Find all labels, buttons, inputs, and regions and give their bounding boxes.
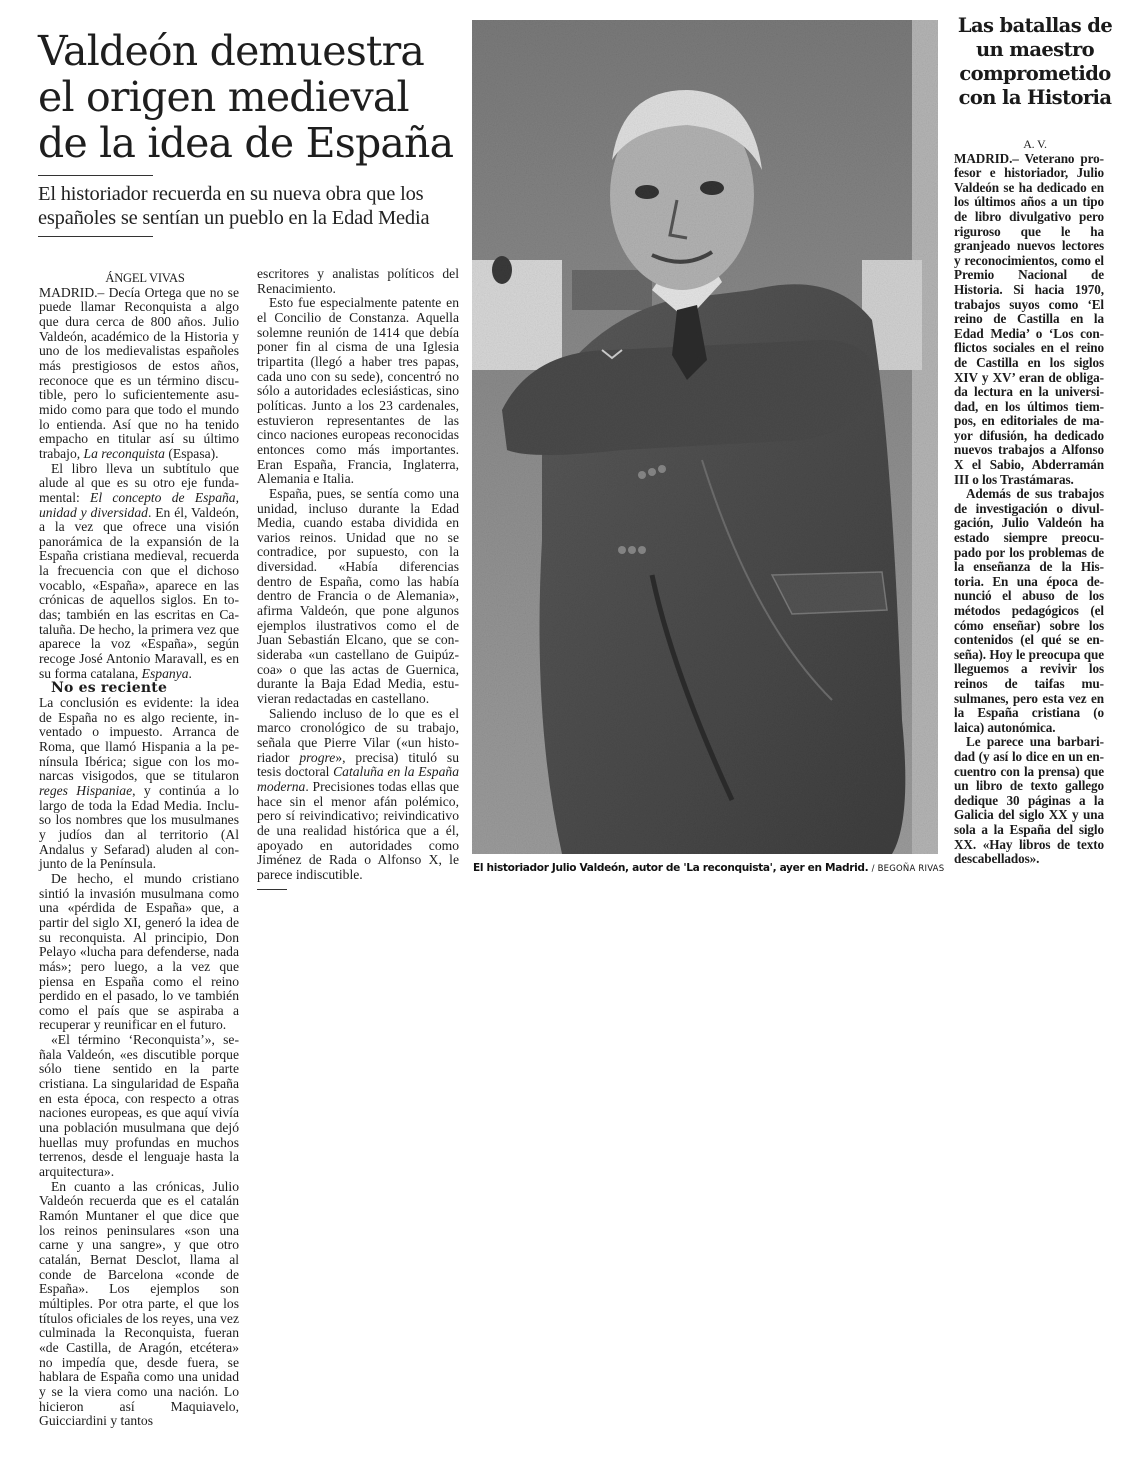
sidebar-column [954, 137, 1104, 867]
paragraph-text: La conclusión es evidente: la idea de España no es algo reciente, inventado o impuesto. Arranca de Roma, que llamó Hispania a la península Ibérica; sigue con los monarcas visigodos, que se titularon [39, 695, 239, 784]
article-column-2 [257, 267, 459, 883]
paragraph-text: El libro lleva un subtítulo que alude al que es su otro eje fundamental: [39, 460, 239, 505]
left-eye [635, 185, 659, 199]
article-paragraph [39, 462, 239, 682]
article-paragraph: De hecho, el mundo cristiano sintió la invasión musulmana como una «pérdida de España» que, a partir del siglo XI, generó la idea de su reconquista. Al principio, Don Pelayo «lucha para defenderse, nada más»; pero luego, a la vez que piensa en España como el reino perdido en el pasado, lo ve también como el país que se aspiraba a recuperar y reunificar en el futuro. [39, 870, 239, 1033]
caption-text: El historiador Julio Valdeón, autor de 'La reconquista', ayer en Madrid. [473, 862, 869, 874]
headline-divider [38, 175, 153, 176]
photo-caption [473, 862, 943, 874]
paragraph-text: Decía Ortega que no se puede llamar Reconquista a algo que dura cerca de 800 años. Julio Valdeón, académico de la Historia y uno de los medievalistas españoles más prestigiosos de estos años, reconoce que es un término discutible, pero lo suficientemente asumido como para que todo el mundo lo entienda. Así que no ha tenido empacho en titular así su último trabajo, [39, 284, 239, 461]
article-paragraph: España, pues, se sentía como una unidad, incluso durante la Edad Media, cuando estaba dividida en varios reinos. Unidad que no se contradice, por supuesto, con la diversidad. «Había diferencias dentro de España, como las había dentro de Francia o de Alemania», afirma Valdeón, que pone algunos ejemplos ilustrativos como el de Juan Sebastián Elcano, que se consideraba «un castellano de Guipúzcoa» o que las actas de Guernica, durante la Baja Edad Media, estuvieran redactadas en castellano. [257, 485, 459, 707]
article-paragraph [257, 707, 459, 883]
article-paragraph: escritores y analistas políticos del Renacimiento. [257, 266, 459, 296]
photo-credit: / BEGOÑA RIVAS [871, 864, 945, 874]
paragraph-text: . [188, 665, 192, 681]
article-headline: Valdeón demuestra el origen medieval de la idea de España [38, 27, 454, 167]
article-column-1 [39, 271, 239, 1429]
paragraph-text: », precisa) tituló su tesis doctoral [257, 749, 459, 780]
article-paragraph: Esto fue especialmente patente en el Concilio de Constanza. Aquella solemne reunión de 1414 que debía poner fin al cisma de una Iglesia tripartita (llegó a haber tres papas, cada uno con su sede), concentró no sólo a autoridades eclesiásticas, sino políticas. Junto a los 23 cardenales, estuvieron representantes de las cinco naciones europeas reconocidas entonces como más importantes. Eran España, Francia, Inglaterra, Alemania e Italia. [257, 295, 459, 487]
paragraph-text: . En él, Valdeón, a la vez que ofrece una visión panorámica de la expansión de la España cristiana medieval, recuerda la frecuencia con que el dichoso vocablo, «España», aparece en las crónicas de aquellos siglos. En todas; también en las escritas en Cataluña. De hecho, la primera vez que aparece la voz «España», según recoge José Antonio Maravall, es en su forma catalana, [39, 504, 239, 681]
dateline: MADRID.– [954, 150, 1019, 166]
italic-word: progre [299, 749, 336, 765]
paragraph-text: Veterano profesor e historiador, Julio Valdeón se ha dedicado en los últimos años a un tipo de libro divulgativo pero riguroso que le ha granjeado nuevos lectores y reconocimientos, como el Premio Nacional de Historia. Si hacia 1970, trabajos suyos como ‘El reino de Castilla en la Edad Media’ o ‘Los conflictos sociales en el reino de Castilla en los siglos XIV y XV’ eran de obligada lectura en la universidad, en los últimos tiempos, en editoriales de mayor difusión, ha dedicado nuevos trabajos a Alfonso X el Sabio, Abderramán III o los Trastámaras. [954, 150, 1104, 487]
sidebar-paragraph: Además de sus trabajos de investigación o divulgación, Julio Valdeón ha estado siempre preocupado por los problemas de la enseñanza de la Historia. En una época denunció el abuso de los métodos pedagógicos (el cómo enseñar) sobre los contenidos (el qué se enseña). Hoy le preocupa que lleguemos a revivir los reinos de taifas musulmanes, pero esta vez en la España cristiana (o laica) autonómica. [954, 486, 1104, 735]
section-subhead: No es reciente [51, 680, 168, 697]
dateline: MADRID.– [39, 284, 105, 300]
catalan-word: Espanya [141, 665, 189, 681]
article-paragraph: En cuanto a las crónicas, Julio Valdeón recuerda que es el catalán Ramón Muntaner el que dice que los reinos peninsulares «son una carne y una sangre», y que otro catalán, Bernat Desclot, llama al conde de Barcelona «conde de España». Los ejemplos son múltiples. Por otra parte, el que los títulos oficiales de los reyes, una vez culminada la Reconquista, fueran «de Castilla, de Aragón, etcétera» no impedía que, desde fuera, se hablara de España como una unidad y se la viera como una nación. Lo hicieron así Maquiavelo, Guicciardini y tantos [39, 1178, 239, 1429]
article-paragraph [39, 696, 239, 872]
decorative-object [492, 256, 512, 284]
article-byline: ÁNGEL VIVAS [105, 271, 185, 285]
left-fireplace [472, 260, 562, 370]
article-paragraph [39, 286, 239, 462]
paragraph-text: . Precisiones todas ellas que hace sin el menor afán polémico, pero sí reivindicativo; reivindicativo de una realidad histórica que a él, apoyado en autoridades como Jiménez de Rada o Alfonso X, le parece indiscutible. [257, 778, 459, 882]
article-paragraph: «El término ‘Reconquista’», señala Valdeón, «es discutible porque sólo tiene sentido en la parte cristiana. La singularidad de España en esta época, con respecto a otras naciones europeas, es que aquí vivía una población musulmana que dejó huellas muy profundas en muchos terrenos, desde el lenguaje hasta la arquitectura». [39, 1032, 239, 1180]
book-title: La reconquista [83, 445, 165, 461]
standfirst-divider [38, 236, 153, 237]
article-end-mark [257, 889, 287, 890]
sidebar-headline: Las batallas de un maestro comprometido con la Historia [957, 14, 1113, 109]
portrait-photo [472, 20, 938, 854]
paragraph-text: (Espasa). [164, 445, 219, 461]
sidebar-byline: A. V. [1023, 137, 1047, 151]
sidebar-paragraph: Le parece una barbaridad (y así lo dice en un encuentro con la prensa) que un libro de texto gallego dedique 30 páginas a la Galicia del siglo XX y una sola a la España del siglo XX. «Hay libros de texto descabellados». [954, 734, 1104, 867]
latin-phrase: reges Hispaniae [39, 782, 133, 798]
portrait-illustration [472, 20, 938, 854]
sidebar-paragraph [954, 152, 1104, 488]
book-subtitle: El concepto de España, unidad y diversidad [39, 489, 239, 520]
door-frame [912, 20, 938, 854]
pocket-flap [772, 572, 887, 614]
right-eye [700, 181, 724, 195]
paragraph-text: , y continúa a lo largo de toda la Edad Media. Incluso los nombres que los musulmanes y judíos dan al territorio (Al Andalus y Sefarad) aluden al conjunto de la Península. [39, 782, 239, 872]
thesis-title: Cataluña en la España moderna [257, 764, 459, 794]
paragraph-text: Saliendo incluso de lo que es el marco cronológico de su trabajo, señala que Pierre Vilar («un historiador [257, 705, 459, 765]
article-standfirst: El historiador recuerda en su nueva obra que los españoles se sentían un pueblo en la Edad Media [38, 183, 430, 229]
